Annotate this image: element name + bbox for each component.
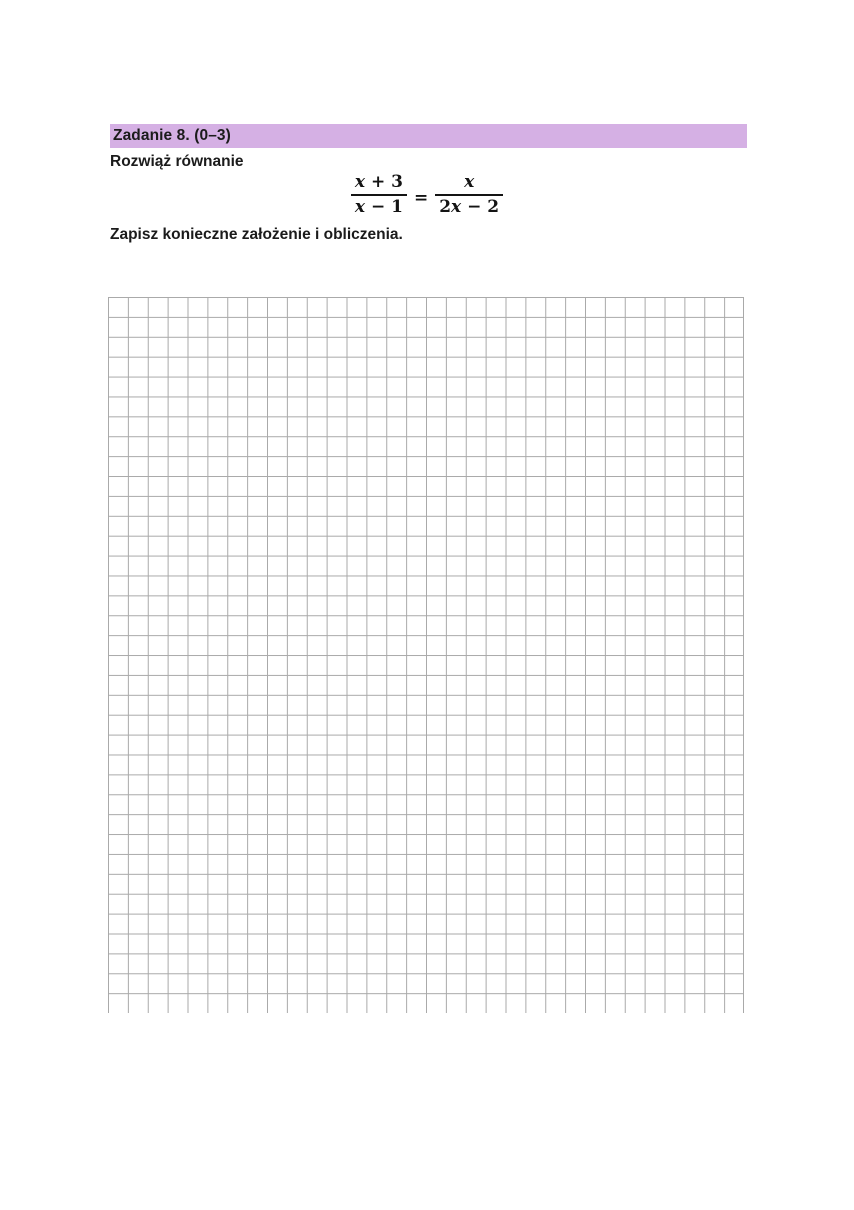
instruction-text: Rozwiąż równanie [110,153,244,170]
rhs-den-coefficient: 2 [439,197,452,217]
rhs-den-variable: x [451,197,462,217]
lhs-numerator [351,173,407,196]
lhs-den-variable: x [354,197,366,217]
answer-grid-paper [108,297,744,1013]
task-header-label: Zadanie 8. (0–3) [113,127,231,144]
lhs-num-variable: x [354,172,366,192]
rhs-den-rest: − 2 [461,197,500,217]
rhs-denominator [435,196,503,217]
lhs-denominator [351,196,407,217]
rhs-numerator [435,173,503,196]
lhs-num-rest: + 3 [365,172,403,192]
task-header-bar [110,124,747,148]
equals-sign: = [413,188,429,208]
note-text: Zapisz konieczne założenie i obliczenia. [110,226,403,243]
lhs-den-rest: − 1 [365,197,403,217]
rhs-num-variable: x [464,172,475,192]
fraction-rhs [435,173,503,217]
equation [0,173,854,217]
fraction-lhs [351,173,407,217]
